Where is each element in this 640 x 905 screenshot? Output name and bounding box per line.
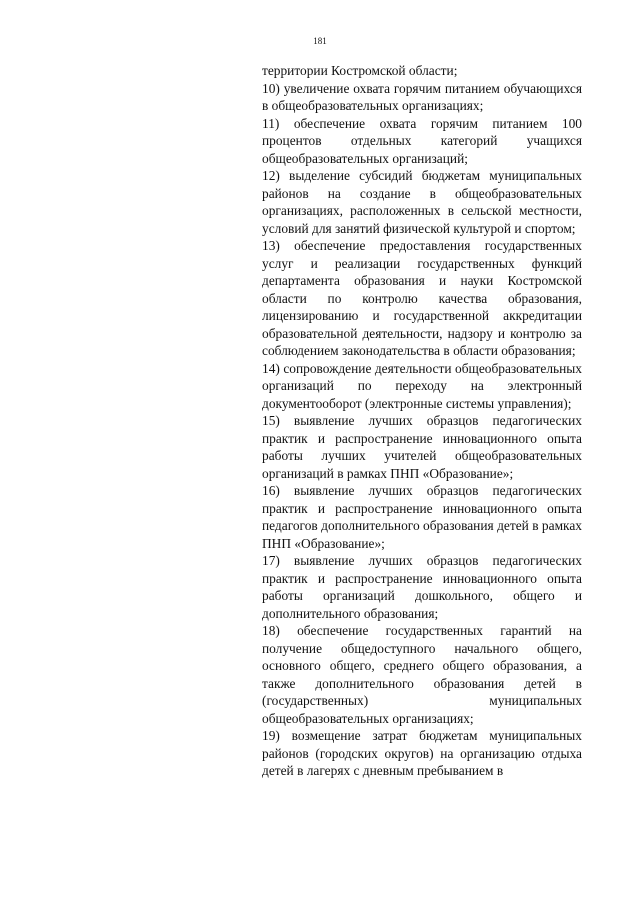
list-item-15: 15) выявление лучших образцов педагогических практик и распространение инновационного опыта работы лучших учителей общеобразовательных организаций в рамках ПНП «Образование»; xyxy=(262,413,582,481)
list-item-17: 17) выявление лучших образцов педагогических практик и распространение инновационного опыта работы организаций дошкольного, общего и дополнительного образования; xyxy=(262,553,582,621)
page-number: 181 xyxy=(313,36,327,46)
list-item-18: 18) обеспечение государственных гарантий на получение общедоступного начального общего, основного общего, среднего общего образования, а также дополнительного образования детей в (государственных) муниципальных общеобразовательных организациях; xyxy=(262,623,582,726)
list-item-10: 10) увеличение охвата горячим питанием обучающихся в общеобразовательных организациях; xyxy=(262,80,582,113)
document-body xyxy=(262,62,582,780)
list-item-14: 14) сопровождение деятельности общеобразовательных организаций по переходу на электронный документооборот (электронные системы управления); xyxy=(262,360,582,411)
list-item-16: 16) выявление лучших образцов педагогических практик и распространение инновационного опыта педагогов дополнительного образования детей в рамках ПНП «Образование»; xyxy=(262,483,582,551)
continuation-line: территории Костромской области; xyxy=(262,63,458,78)
list-item-13: 13) обеспечение предоставления государственных услуг и реализации государственных функций департамента образования и науки Костромской области по контролю качества образования, лицензированию и государственной аккредитации образовательной деятельности, надзору и контролю за соблюдением законодательства в области образования; xyxy=(262,238,582,358)
list-item-19: 19) возмещение затрат бюджетам муниципальных районов (городских округов) на организацию отдыха детей в лагерях с дневным пребыванием в xyxy=(262,728,582,778)
list-item-11: 11) обеспечение охвата горячим питанием 100 процентов отдельных категорий учащихся общеобразовательных организаций; xyxy=(262,115,582,166)
list-item-12: 12) выделение субсидий бюджетам муниципальных районов на создание в общеобразовательных организациях, расположенных в сельской местности, условий для занятий физической культурой и спортом; xyxy=(262,168,582,236)
